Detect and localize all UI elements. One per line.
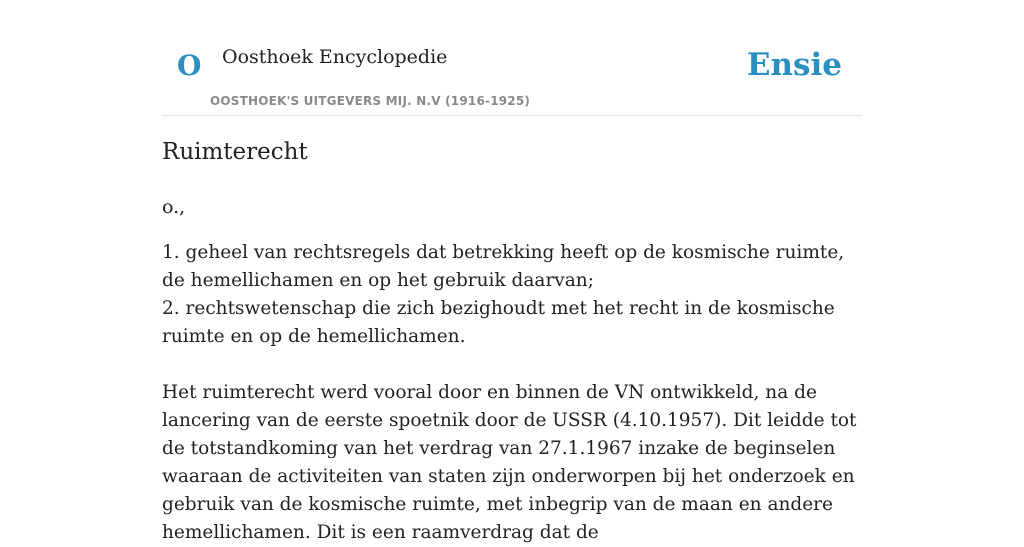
paragraph-gap bbox=[162, 351, 862, 379]
site-title[interactable]: Oosthoek Encyclopedie bbox=[222, 46, 448, 68]
entry-gender: o., bbox=[162, 196, 186, 218]
site-header bbox=[162, 0, 862, 116]
entry-title: Ruimterecht bbox=[162, 139, 308, 165]
page bbox=[162, 0, 862, 543]
site-logo[interactable]: O bbox=[177, 49, 202, 82]
entry-body bbox=[162, 239, 862, 547]
brand-logo[interactable]: Ensie bbox=[746, 47, 842, 83]
entry-paragraph: Het ruimterecht werd vooral door en binnen de VN ontwikkeld, na de lancering van de eerste spoetnik door de USSR (4.10.1957). Dit leidde tot de totstandkoming van het verdrag van 27.1.1967 inzake de beginselen waaraan de activiteiten van staten zijn onderworpen bij het onderzoek en gebruik van de kosmische ruimte, met inbegrip van de maan en andere hemellichamen. Dit is een raamverdrag dat de bbox=[162, 382, 857, 543]
definition-2: 2. rechtswetenschap die zich bezighoudt met het recht in de kosmische ruimte en op de hemellichamen. bbox=[162, 298, 835, 347]
definition-1: 1. geheel van rechtsregels dat betrekking heeft op de kosmische ruimte, de hemellichamen en op het gebruik daarvan; bbox=[162, 242, 845, 291]
site-subtitle: OOSTHOEK'S UITGEVERS MIJ. N.V (1916-1925) bbox=[210, 94, 531, 108]
